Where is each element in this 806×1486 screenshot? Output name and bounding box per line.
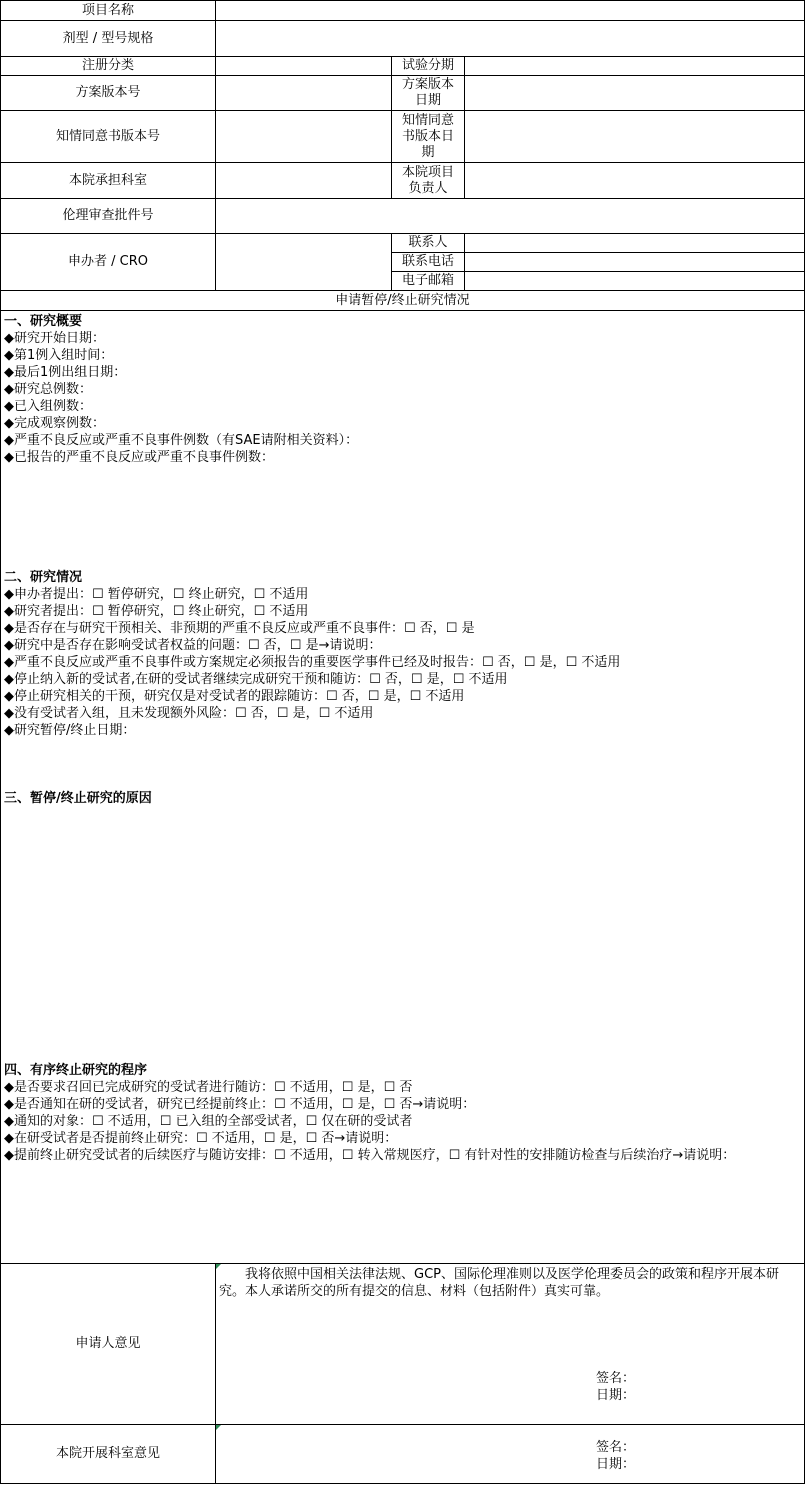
dept-sign: 签名： — [596, 1440, 636, 1455]
reg-category-label: 注册分类 — [0, 56, 216, 76]
s2-title: 二、研究情况 — [4, 570, 83, 585]
s2-items: ◆申办者提出：☐ 暂停研究，☐ 终止研究，☐ 不适用 ◆研究者提出：☐ 暂停研究，☐ 终止研究，☐ 不适用 ◆是否存在与研究干预相关、非预期的严重不良反应或严重不良事件：☐ 否，☐ 是 ◆研究中是否存在影响受试者权益的问题：☐ 否，☐ 是→请说明： ◆严重不良反应或严重不良事件或方案规定必须报告的重要医学事件已经及时报告：☐ 否，☐ 是，☐ 不适用 ◆停止纳入新的受试者,在研的受试者继续完成研究干预和随访：☐ 否，☐ 是，☐ 不适用 ◆停止研究相关的干预，研究仅是对受试者的跟踪随访：☐ 否，☐ 是，☐ 不适用 ◆没有受试者入组，且未发现额外风险：☐ 否，☐ 是，☐ 不适用 ◆研究暂停/终止日期： — [4, 587, 621, 738]
section-title: 申请暂停/终止研究情况 — [0, 290, 805, 311]
cell-comment-marker — [216, 1425, 221, 1430]
phone-field[interactable] — [464, 252, 805, 272]
ethics-no-label: 伦理审查批件号 — [0, 198, 216, 234]
applicant-date: 日期： — [596, 1388, 636, 1403]
email-label: 电子邮箱 — [391, 271, 465, 291]
trial-phase-label: 试验分期 — [391, 56, 465, 76]
applicant-statement: 我将依照中国相关法律法规、GCP、国际伦理准则以及医学伦理委员会的政策和程序开展本研究。本人承诺所交的所有提交的信息、材料（包括附件）真实可靠。 — [219, 1267, 779, 1299]
dept-opinion-field[interactable] — [215, 1424, 805, 1484]
sponsor-field[interactable] — [215, 233, 392, 291]
s4-title: 四、有序终止研究的程序 — [4, 1063, 148, 1078]
project-name-field[interactable] — [215, 0, 805, 21]
protocol-version-label: 方案版本号 — [0, 75, 216, 111]
dosage-form-field[interactable] — [215, 20, 805, 57]
dept-date: 日期： — [596, 1457, 636, 1472]
applicant-label: 申请人意见 — [0, 1263, 216, 1425]
phone-label: 联系电话 — [391, 252, 465, 272]
protocol-version-field[interactable] — [215, 75, 392, 111]
pi-field[interactable] — [464, 162, 805, 199]
department-field[interactable] — [215, 162, 392, 199]
protocol-date-label: 方案版本 日期 — [391, 75, 465, 111]
pi-label: 本院项目 负责人 — [391, 162, 465, 199]
report-body[interactable] — [0, 310, 805, 1264]
s1-title: 一、研究概要 — [4, 314, 83, 329]
icf-date-field[interactable] — [464, 110, 805, 163]
s1-items: ◆研究开始日期： ◆第1例入组时间： ◆最后1例出组日期： ◆研究总例数： ◆已入组例数： ◆完成观察例数： ◆严重不良反应或严重不良事件例数（有SAE请附相关资料）： ◆已报告的严重不良反应或严重不良事件例数： — [4, 331, 359, 465]
contact-label: 联系人 — [391, 233, 465, 253]
ethics-no-field[interactable] — [215, 198, 805, 234]
contact-field[interactable] — [464, 233, 805, 253]
trial-phase-field[interactable] — [464, 56, 805, 76]
protocol-date-field[interactable] — [464, 75, 805, 111]
email-field[interactable] — [464, 271, 805, 291]
s4-items: ◆是否要求召回已完成研究的受试者进行随访：☐ 不适用，☐ 是，☐ 否 ◆是否通知在研的受试者，研究已经提前终止：☐ 不适用，☐ 是，☐ 否→请说明： ◆通知的对象：☐ 不适用，☐ 已入组的全部受试者，☐ 仅在研的受试者 ◆在研受试者是否提前终止研究：☐ 不适用，☐ 是，☐ 否→请说明： ◆提前终止研究受试者的后续医疗与随访安排：☐ 不适用，☐ 转入常规医疗，☐ 有针对性的安排随访检查与后续治疗→请说明： — [4, 1080, 736, 1163]
icf-version-label: 知情同意书版本号 — [0, 110, 216, 163]
icf-version-field[interactable] — [215, 110, 392, 163]
reg-category-field[interactable] — [215, 56, 392, 76]
applicant-sign: 签名： — [596, 1371, 636, 1386]
s3-title: 三、暂停/终止研究的原因 — [4, 791, 152, 806]
department-label: 本院承担科室 — [0, 162, 216, 199]
dept-opinion-label: 本院开展科室意见 — [0, 1424, 216, 1484]
applicant-field[interactable] — [215, 1263, 805, 1425]
dosage-form-label: 剂型 / 型号规格 — [0, 20, 216, 57]
sponsor-label: 申办者 / CRO — [0, 233, 216, 291]
icf-date-label: 知情同意 书版本日 期 — [391, 110, 465, 163]
project-name-label: 项目名称 — [0, 0, 216, 21]
